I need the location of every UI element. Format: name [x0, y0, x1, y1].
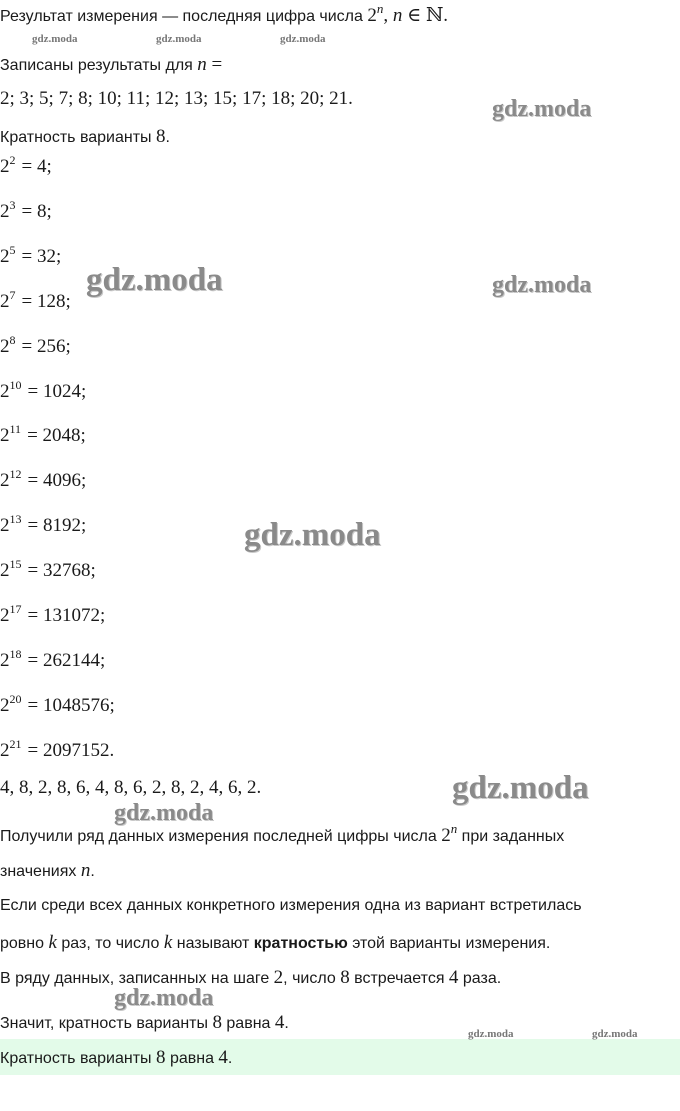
power-equation — [0, 692, 115, 717]
paragraph-definition-cont: ровно k раз, то число k называют кратностью этой варианты измерения. — [0, 932, 551, 953]
power-value: = 2048; — [27, 425, 86, 446]
watermark-logo: gdz.moda — [492, 96, 592, 122]
n-values-list: 2; 3; 5; 7; 8; 10; 11; 12; 13; 15; 17; 18; 20; 21. — [0, 88, 353, 109]
power-exponent: 8 — [9, 333, 16, 347]
paragraph-definition: Если среди всех данных конкретного измерения одна из вариант встретилась — [0, 897, 582, 914]
power-exponent: 20 — [9, 692, 22, 706]
power-value: = 256; — [21, 336, 71, 357]
paragraph-data-series: Получили ряд данных измерения последней цифры числа 2$^n$ при заданных — [0, 821, 565, 846]
power-equation — [0, 602, 106, 627]
power-value: = 8; — [21, 201, 52, 222]
power-base: 2 — [0, 560, 10, 581]
power-base: 2 — [0, 201, 10, 222]
watermark-logo: gdz.moda — [86, 262, 223, 298]
watermark-logo: gdz.moda — [32, 33, 78, 45]
step-heading: Кратность варианты 8. — [0, 126, 170, 147]
answer-text: Кратность варианты 8 равна 4. — [0, 1047, 233, 1068]
power-equation — [0, 647, 106, 672]
paragraph-count: В ряду данных, записанных на шаге 2, число 8 встречается 4 раза. — [0, 967, 502, 988]
last-digits-row: 4, 8, 2, 8, 6, 4, 8, 6, 2, 8, 2, 4, 6, 2. — [0, 777, 262, 798]
power-exponent: 5 — [9, 243, 16, 257]
paragraph-conclusion: Значит, кратность варианты 8 равна 4. — [0, 1012, 289, 1033]
power-value: = 4; — [21, 156, 52, 177]
power-value: = 32; — [21, 246, 62, 267]
power-value: = 1024; — [27, 381, 87, 402]
power-exponent: 11 — [9, 422, 22, 436]
power-equation — [0, 288, 71, 313]
power-base: 2 — [0, 336, 10, 357]
power-base: 2 — [0, 381, 10, 402]
power-base: 2 — [0, 605, 10, 626]
watermark-logo: gdz.moda — [592, 1028, 638, 1040]
power-equation — [0, 378, 87, 403]
power-base: 2 — [367, 5, 377, 26]
paragraph-data-series-cont: значениях n. — [0, 860, 95, 881]
power-equation — [0, 243, 62, 268]
watermark-logo: gdz.moda — [468, 1028, 514, 1040]
power-base: 2 — [0, 470, 10, 491]
power-equation — [0, 333, 71, 358]
power-base: 2 — [0, 515, 10, 536]
power-equation — [0, 153, 52, 178]
power-exponent: 10 — [9, 378, 22, 392]
power-exponent: 18 — [9, 647, 22, 661]
power-exponent: 2 — [9, 153, 16, 167]
power-exponent: 12 — [9, 467, 22, 481]
power-value: = 131072; — [27, 605, 106, 626]
watermark-logo: gdz.moda — [452, 770, 589, 806]
watermark-logo: gdz.moda — [244, 517, 381, 553]
power-exponent: n — [376, 1, 384, 16]
term-multiplicity: кратностью — [253, 935, 348, 952]
power-equation — [0, 512, 87, 537]
power-base: 2 — [0, 156, 10, 177]
power-equation — [0, 557, 96, 582]
power-equation — [0, 467, 87, 492]
power-exponent: 15 — [9, 557, 22, 571]
power-base: 2 — [0, 695, 10, 716]
watermark-logo: gdz.moda — [492, 272, 592, 298]
power-value: = 2097152. — [27, 740, 115, 761]
power-value: = 8192; — [27, 515, 87, 536]
power-base: 2 — [0, 291, 10, 312]
power-value: = 128; — [21, 291, 71, 312]
watermark-logo: gdz.moda — [156, 33, 202, 45]
power-exponent: 17 — [9, 602, 22, 616]
power-exponent: 7 — [9, 288, 16, 302]
power-base: 2 — [0, 650, 10, 671]
watermark-logo: gdz.moda — [114, 985, 214, 1011]
problem-statement: Результат измерения — последняя цифра числа 2$^n$, n ∈ ℕ. — [0, 1, 449, 26]
power-exponent: 13 — [9, 512, 22, 526]
power-equation — [0, 422, 86, 447]
watermark-logo: gdz.moda — [114, 800, 214, 826]
answer-box — [0, 1039, 680, 1075]
recorded-n-intro: Записаны результаты для n = — [0, 54, 223, 75]
power-base: 2 — [0, 425, 10, 446]
power-value: = 1048576; — [27, 695, 115, 716]
power-exponent: 3 — [9, 198, 16, 212]
power-exponent: 21 — [9, 737, 22, 751]
power-value: = 32768; — [27, 560, 96, 581]
power-base: 2 — [0, 740, 10, 761]
watermark-logo: gdz.moda — [280, 33, 326, 45]
power-equation — [0, 198, 52, 223]
power-equation — [0, 737, 115, 762]
power-value: = 4096; — [27, 470, 87, 491]
power-base: 2 — [0, 246, 10, 267]
power-value: = 262144; — [27, 650, 106, 671]
